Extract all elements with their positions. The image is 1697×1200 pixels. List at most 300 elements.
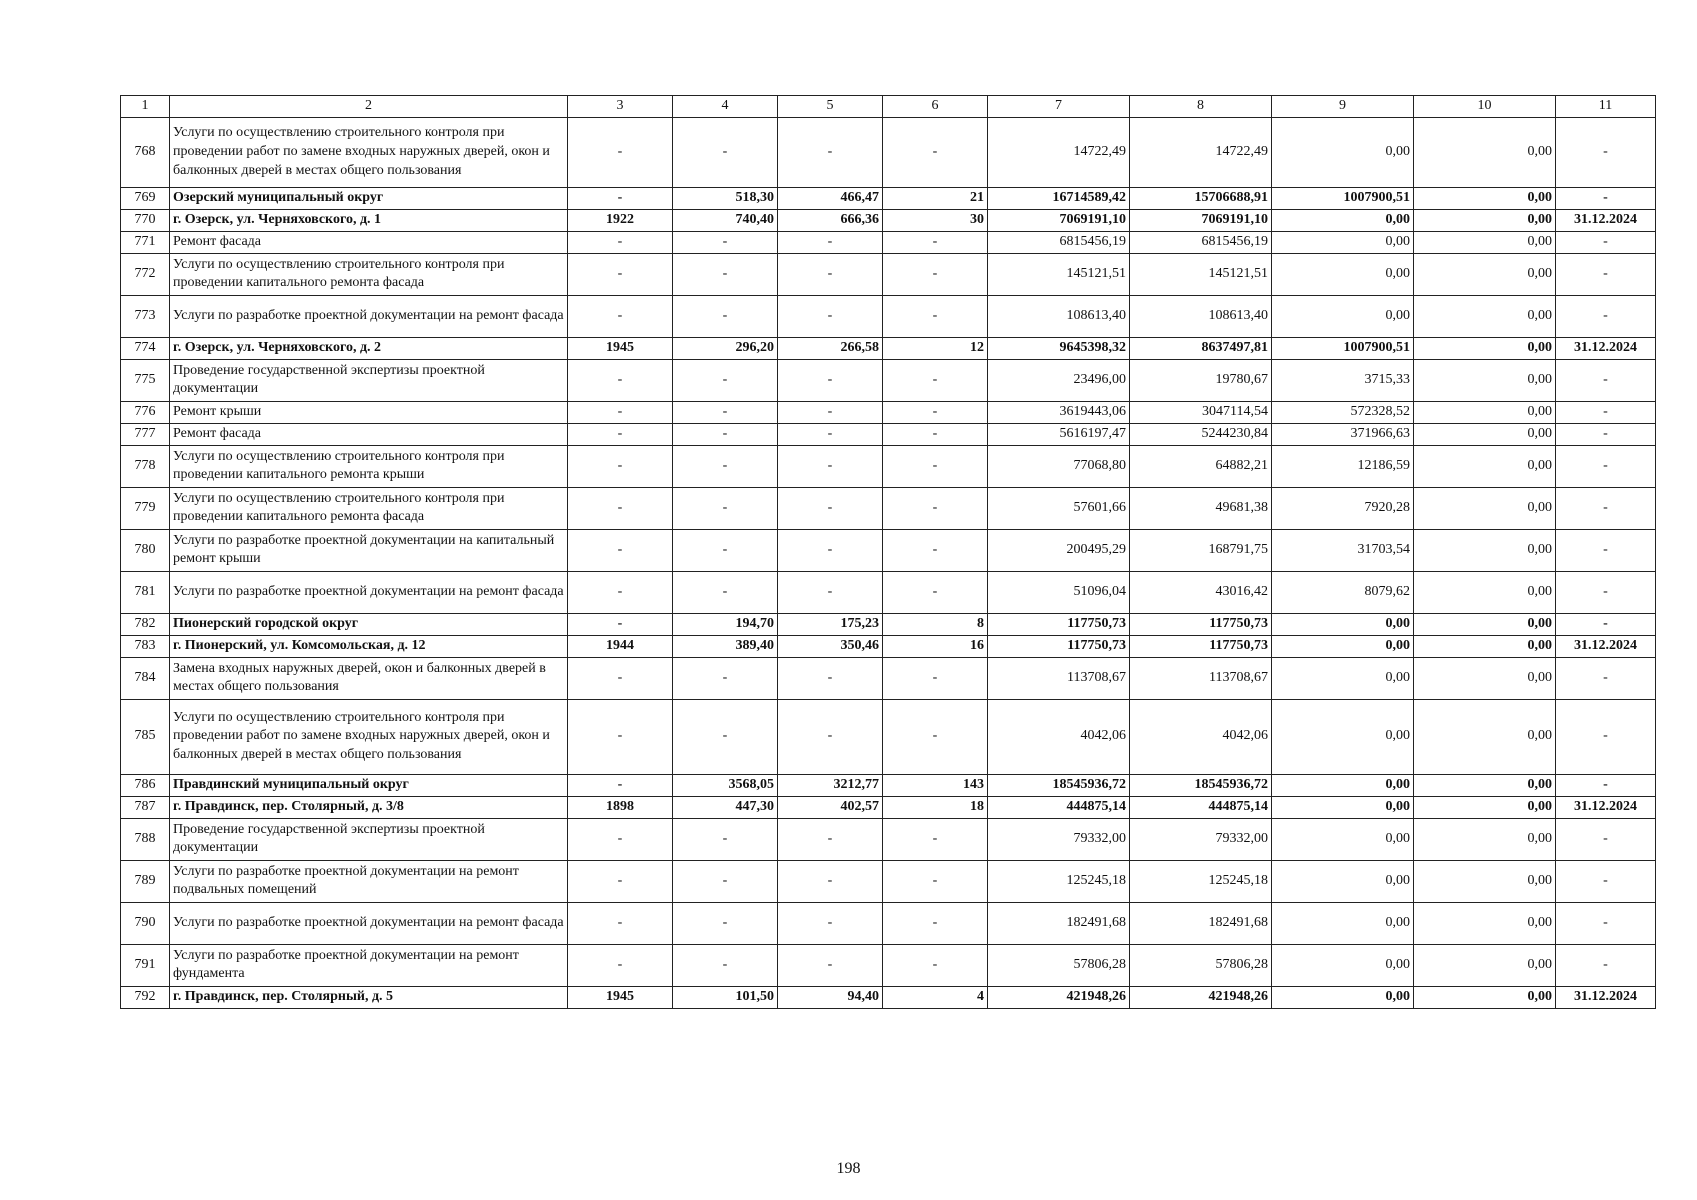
residents-cell: -: [883, 253, 988, 295]
cost-owners-cell: 1007900,51: [1272, 187, 1414, 209]
column-number-header-row: [121, 96, 1656, 118]
total-cost-cell: 9645398,32: [988, 337, 1130, 359]
area-cell: 296,20: [673, 337, 778, 359]
cost-fund-cell: 168791,75: [1130, 529, 1272, 571]
area-cell: -: [673, 657, 778, 699]
cost-owners-cell: 8079,62: [1272, 571, 1414, 613]
table-row: [121, 944, 1656, 986]
cost-fund-cell: 182491,68: [1130, 902, 1272, 944]
total-cost-cell: 18545936,72: [988, 774, 1130, 796]
total-cost-cell: 77068,80: [988, 445, 1130, 487]
cost-fund-cell: 79332,00: [1130, 818, 1272, 860]
residents-cell: -: [883, 860, 988, 902]
residents-cell: -: [883, 359, 988, 401]
table-row: [121, 529, 1656, 571]
cost-owners-cell: 0,00: [1272, 253, 1414, 295]
cost-other-cell: 0,00: [1414, 231, 1556, 253]
deadline-cell: 31.12.2024: [1556, 635, 1656, 657]
cost-other-cell: 0,00: [1414, 796, 1556, 818]
row-number-cell: 770: [121, 209, 170, 231]
row-number-cell: 774: [121, 337, 170, 359]
cost-fund-cell: 145121,51: [1130, 253, 1272, 295]
register-table: [120, 95, 1656, 1009]
row-number-cell: 792: [121, 986, 170, 1008]
deadline-cell: 31.12.2024: [1556, 796, 1656, 818]
column-header: 11: [1556, 96, 1656, 118]
work-name-cell: Услуги по разработке проектной документации на ремонт фасада: [170, 571, 568, 613]
living-area-cell: -: [778, 860, 883, 902]
area-cell: -: [673, 944, 778, 986]
total-cost-cell: 200495,29: [988, 529, 1130, 571]
living-area-cell: -: [778, 818, 883, 860]
cost-fund-cell: 49681,38: [1130, 487, 1272, 529]
cost-other-cell: 0,00: [1414, 295, 1556, 337]
work-name-cell: Услуги по разработке проектной документации на ремонт фундамента: [170, 944, 568, 986]
living-area-cell: -: [778, 423, 883, 445]
cost-owners-cell: 0,00: [1272, 635, 1414, 657]
area-cell: -: [673, 571, 778, 613]
cost-fund-cell: 57806,28: [1130, 944, 1272, 986]
year-cell: -: [568, 944, 673, 986]
residents-cell: -: [883, 445, 988, 487]
year-cell: -: [568, 529, 673, 571]
total-cost-cell: 4042,06: [988, 699, 1130, 774]
residents-cell: 21: [883, 187, 988, 209]
work-name-cell: г. Правдинск, пер. Столярный, д. 3/8: [170, 796, 568, 818]
cost-other-cell: 0,00: [1414, 944, 1556, 986]
area-cell: 3568,05: [673, 774, 778, 796]
column-header: 1: [121, 96, 170, 118]
area-cell: 740,40: [673, 209, 778, 231]
living-area-cell: -: [778, 117, 883, 187]
area-cell: 101,50: [673, 986, 778, 1008]
table-row: [121, 796, 1656, 818]
work-name-cell: Ремонт крыши: [170, 401, 568, 423]
area-cell: -: [673, 401, 778, 423]
living-area-cell: -: [778, 902, 883, 944]
deadline-cell: -: [1556, 818, 1656, 860]
total-cost-cell: 23496,00: [988, 359, 1130, 401]
year-cell: -: [568, 231, 673, 253]
work-name-cell: Услуги по осуществлению строительного контроля при проведении работ по замене входных наружных дверей, окон и балконных дверей в местах общего пользования: [170, 117, 568, 187]
table-row: [121, 117, 1656, 187]
year-cell: -: [568, 571, 673, 613]
residents-cell: 143: [883, 774, 988, 796]
residents-cell: -: [883, 571, 988, 613]
cost-other-cell: 0,00: [1414, 613, 1556, 635]
living-area-cell: -: [778, 295, 883, 337]
row-number-cell: 780: [121, 529, 170, 571]
row-number-cell: 791: [121, 944, 170, 986]
table-row: [121, 699, 1656, 774]
column-header: 3: [568, 96, 673, 118]
cost-fund-cell: 15706688,91: [1130, 187, 1272, 209]
area-cell: -: [673, 487, 778, 529]
total-cost-cell: 5616197,47: [988, 423, 1130, 445]
total-cost-cell: 57601,66: [988, 487, 1130, 529]
table-row: [121, 295, 1656, 337]
table-row: [121, 774, 1656, 796]
living-area-cell: -: [778, 487, 883, 529]
table-row: [121, 423, 1656, 445]
total-cost-cell: 125245,18: [988, 860, 1130, 902]
cost-fund-cell: 3047114,54: [1130, 401, 1272, 423]
row-number-cell: 775: [121, 359, 170, 401]
area-cell: -: [673, 860, 778, 902]
table-row: [121, 635, 1656, 657]
cost-owners-cell: 0,00: [1272, 774, 1414, 796]
table-row: [121, 359, 1656, 401]
deadline-cell: -: [1556, 423, 1656, 445]
cost-other-cell: 0,00: [1414, 699, 1556, 774]
area-cell: -: [673, 359, 778, 401]
deadline-cell: -: [1556, 699, 1656, 774]
cost-other-cell: 0,00: [1414, 774, 1556, 796]
row-number-cell: 782: [121, 613, 170, 635]
cost-owners-cell: 371966,63: [1272, 423, 1414, 445]
deadline-cell: -: [1556, 359, 1656, 401]
year-cell: -: [568, 657, 673, 699]
row-number-cell: 779: [121, 487, 170, 529]
area-cell: -: [673, 529, 778, 571]
row-number-cell: 778: [121, 445, 170, 487]
cost-fund-cell: 125245,18: [1130, 860, 1272, 902]
page-number: 198: [836, 1160, 861, 1177]
living-area-cell: -: [778, 944, 883, 986]
cost-other-cell: 0,00: [1414, 423, 1556, 445]
year-cell: 1945: [568, 337, 673, 359]
area-cell: 518,30: [673, 187, 778, 209]
cost-other-cell: 0,00: [1414, 359, 1556, 401]
cost-other-cell: 0,00: [1414, 209, 1556, 231]
deadline-cell: -: [1556, 902, 1656, 944]
area-cell: 447,30: [673, 796, 778, 818]
living-area-cell: 666,36: [778, 209, 883, 231]
living-area-cell: -: [778, 699, 883, 774]
deadline-cell: 31.12.2024: [1556, 337, 1656, 359]
table-row: [121, 818, 1656, 860]
column-header: 5: [778, 96, 883, 118]
residents-cell: 30: [883, 209, 988, 231]
table-row: [121, 445, 1656, 487]
column-header: 9: [1272, 96, 1414, 118]
total-cost-cell: 113708,67: [988, 657, 1130, 699]
table-row: [121, 337, 1656, 359]
total-cost-cell: 6815456,19: [988, 231, 1130, 253]
work-name-cell: г. Озерск, ул. Черняховского, д. 2: [170, 337, 568, 359]
year-cell: 1944: [568, 635, 673, 657]
total-cost-cell: 421948,26: [988, 986, 1130, 1008]
work-name-cell: Ремонт фасада: [170, 231, 568, 253]
living-area-cell: 94,40: [778, 986, 883, 1008]
total-cost-cell: 16714589,42: [988, 187, 1130, 209]
table-body: [121, 117, 1656, 1008]
row-number-cell: 784: [121, 657, 170, 699]
table-row: [121, 187, 1656, 209]
work-name-cell: Услуги по разработке проектной документации на ремонт фасада: [170, 295, 568, 337]
cost-owners-cell: 0,00: [1272, 613, 1414, 635]
table-row: [121, 571, 1656, 613]
table-row: [121, 657, 1656, 699]
living-area-cell: -: [778, 571, 883, 613]
cost-other-cell: 0,00: [1414, 337, 1556, 359]
deadline-cell: -: [1556, 231, 1656, 253]
total-cost-cell: 117750,73: [988, 635, 1130, 657]
residents-cell: -: [883, 487, 988, 529]
cost-other-cell: 0,00: [1414, 445, 1556, 487]
residents-cell: -: [883, 117, 988, 187]
work-name-cell: г. Правдинск, пер. Столярный, д. 5: [170, 986, 568, 1008]
residents-cell: -: [883, 295, 988, 337]
year-cell: -: [568, 253, 673, 295]
cost-other-cell: 0,00: [1414, 529, 1556, 571]
year-cell: -: [568, 613, 673, 635]
area-cell: -: [673, 699, 778, 774]
table-row: [121, 209, 1656, 231]
cost-owners-cell: 0,00: [1272, 209, 1414, 231]
deadline-cell: -: [1556, 117, 1656, 187]
table-row: [121, 902, 1656, 944]
total-cost-cell: 57806,28: [988, 944, 1130, 986]
cost-fund-cell: 5244230,84: [1130, 423, 1272, 445]
total-cost-cell: 145121,51: [988, 253, 1130, 295]
cost-other-cell: 0,00: [1414, 818, 1556, 860]
row-number-cell: 781: [121, 571, 170, 613]
year-cell: -: [568, 423, 673, 445]
row-number-cell: 786: [121, 774, 170, 796]
area-cell: -: [673, 445, 778, 487]
table-row: [121, 860, 1656, 902]
work-name-cell: г. Пионерский, ул. Комсомольская, д. 12: [170, 635, 568, 657]
year-cell: -: [568, 699, 673, 774]
area-cell: -: [673, 902, 778, 944]
cost-owners-cell: 0,00: [1272, 699, 1414, 774]
deadline-cell: -: [1556, 657, 1656, 699]
work-name-cell: Правдинский муниципальный округ: [170, 774, 568, 796]
total-cost-cell: 79332,00: [988, 818, 1130, 860]
row-number-cell: 783: [121, 635, 170, 657]
total-cost-cell: 108613,40: [988, 295, 1130, 337]
living-area-cell: 266,58: [778, 337, 883, 359]
column-header: 7: [988, 96, 1130, 118]
cost-other-cell: 0,00: [1414, 401, 1556, 423]
residents-cell: -: [883, 902, 988, 944]
year-cell: 1922: [568, 209, 673, 231]
column-header: 6: [883, 96, 988, 118]
cost-owners-cell: 0,00: [1272, 657, 1414, 699]
deadline-cell: -: [1556, 187, 1656, 209]
residents-cell: 8: [883, 613, 988, 635]
work-name-cell: Замена входных наружных дверей, окон и балконных дверей в местах общего пользования: [170, 657, 568, 699]
residents-cell: -: [883, 423, 988, 445]
total-cost-cell: 117750,73: [988, 613, 1130, 635]
work-name-cell: Проведение государственной экспертизы проектной документации: [170, 359, 568, 401]
area-cell: -: [673, 253, 778, 295]
living-area-cell: 466,47: [778, 187, 883, 209]
living-area-cell: -: [778, 529, 883, 571]
row-number-cell: 789: [121, 860, 170, 902]
year-cell: -: [568, 295, 673, 337]
cost-other-cell: 0,00: [1414, 902, 1556, 944]
year-cell: -: [568, 487, 673, 529]
column-header: 8: [1130, 96, 1272, 118]
year-cell: -: [568, 818, 673, 860]
residents-cell: 12: [883, 337, 988, 359]
table-row: [121, 613, 1656, 635]
total-cost-cell: 3619443,06: [988, 401, 1130, 423]
residents-cell: -: [883, 529, 988, 571]
cost-fund-cell: 64882,21: [1130, 445, 1272, 487]
area-cell: -: [673, 295, 778, 337]
table-row: [121, 253, 1656, 295]
residents-cell: -: [883, 231, 988, 253]
living-area-cell: -: [778, 657, 883, 699]
living-area-cell: -: [778, 253, 883, 295]
cost-fund-cell: 8637497,81: [1130, 337, 1272, 359]
cost-fund-cell: 108613,40: [1130, 295, 1272, 337]
deadline-cell: -: [1556, 944, 1656, 986]
column-header: 4: [673, 96, 778, 118]
work-name-cell: Пионерский городской округ: [170, 613, 568, 635]
work-name-cell: Ремонт фасада: [170, 423, 568, 445]
cost-other-cell: 0,00: [1414, 657, 1556, 699]
table-row: [121, 231, 1656, 253]
cost-owners-cell: 3715,33: [1272, 359, 1414, 401]
work-name-cell: г. Озерск, ул. Черняховского, д. 1: [170, 209, 568, 231]
cost-owners-cell: 572328,52: [1272, 401, 1414, 423]
column-header: 2: [170, 96, 568, 118]
cost-owners-cell: 0,00: [1272, 944, 1414, 986]
row-number-cell: 771: [121, 231, 170, 253]
row-number-cell: 777: [121, 423, 170, 445]
area-cell: -: [673, 231, 778, 253]
area-cell: -: [673, 818, 778, 860]
cost-fund-cell: 113708,67: [1130, 657, 1272, 699]
cost-owners-cell: 0,00: [1272, 986, 1414, 1008]
residents-cell: -: [883, 699, 988, 774]
area-cell: 194,70: [673, 613, 778, 635]
year-cell: -: [568, 774, 673, 796]
area-cell: -: [673, 423, 778, 445]
residents-cell: -: [883, 818, 988, 860]
deadline-cell: -: [1556, 253, 1656, 295]
row-number-cell: 776: [121, 401, 170, 423]
year-cell: -: [568, 860, 673, 902]
residents-cell: 18: [883, 796, 988, 818]
living-area-cell: 175,23: [778, 613, 883, 635]
cost-owners-cell: 0,00: [1272, 902, 1414, 944]
table-row: [121, 986, 1656, 1008]
cost-owners-cell: 0,00: [1272, 295, 1414, 337]
cost-fund-cell: 14722,49: [1130, 117, 1272, 187]
cost-other-cell: 0,00: [1414, 117, 1556, 187]
deadline-cell: -: [1556, 860, 1656, 902]
cost-other-cell: 0,00: [1414, 986, 1556, 1008]
cost-owners-cell: 1007900,51: [1272, 337, 1414, 359]
work-name-cell: Услуги по разработке проектной документации на ремонт подвальных помещений: [170, 860, 568, 902]
year-cell: -: [568, 359, 673, 401]
work-name-cell: Услуги по осуществлению строительного контроля при проведении работ по замене входных наружных дверей, окон и балконных дверей в местах общего пользования: [170, 699, 568, 774]
cost-owners-cell: 0,00: [1272, 796, 1414, 818]
residents-cell: -: [883, 657, 988, 699]
total-cost-cell: 51096,04: [988, 571, 1130, 613]
work-name-cell: Услуги по осуществлению строительного контроля при проведении капитального ремонта фасада: [170, 253, 568, 295]
cost-owners-cell: 0,00: [1272, 818, 1414, 860]
residents-cell: -: [883, 401, 988, 423]
residents-cell: -: [883, 944, 988, 986]
living-area-cell: 402,57: [778, 796, 883, 818]
row-number-cell: 788: [121, 818, 170, 860]
row-number-cell: 773: [121, 295, 170, 337]
cost-fund-cell: 19780,67: [1130, 359, 1272, 401]
deadline-cell: 31.12.2024: [1556, 986, 1656, 1008]
cost-fund-cell: 43016,42: [1130, 571, 1272, 613]
work-name-cell: Проведение государственной экспертизы проектной документации: [170, 818, 568, 860]
cost-owners-cell: 0,00: [1272, 117, 1414, 187]
area-cell: 389,40: [673, 635, 778, 657]
table-row: [121, 487, 1656, 529]
cost-owners-cell: 0,00: [1272, 860, 1414, 902]
year-cell: -: [568, 117, 673, 187]
cost-fund-cell: 444875,14: [1130, 796, 1272, 818]
row-number-cell: 787: [121, 796, 170, 818]
cost-other-cell: 0,00: [1414, 187, 1556, 209]
cost-other-cell: 0,00: [1414, 571, 1556, 613]
deadline-cell: 31.12.2024: [1556, 209, 1656, 231]
row-number-cell: 768: [121, 117, 170, 187]
living-area-cell: -: [778, 359, 883, 401]
column-header: 10: [1414, 96, 1556, 118]
cost-owners-cell: 12186,59: [1272, 445, 1414, 487]
cost-other-cell: 0,00: [1414, 635, 1556, 657]
row-number-cell: 790: [121, 902, 170, 944]
living-area-cell: 3212,77: [778, 774, 883, 796]
work-name-cell: Услуги по осуществлению строительного контроля при проведении капитального ремонта крыши: [170, 445, 568, 487]
cost-fund-cell: 421948,26: [1130, 986, 1272, 1008]
deadline-cell: -: [1556, 445, 1656, 487]
cost-owners-cell: 31703,54: [1272, 529, 1414, 571]
total-cost-cell: 14722,49: [988, 117, 1130, 187]
year-cell: -: [568, 187, 673, 209]
living-area-cell: -: [778, 445, 883, 487]
work-name-cell: Услуги по разработке проектной документации на капитальный ремонт крыши: [170, 529, 568, 571]
deadline-cell: -: [1556, 613, 1656, 635]
cost-owners-cell: 7920,28: [1272, 487, 1414, 529]
deadline-cell: -: [1556, 529, 1656, 571]
year-cell: -: [568, 401, 673, 423]
deadline-cell: -: [1556, 487, 1656, 529]
cost-fund-cell: 117750,73: [1130, 635, 1272, 657]
living-area-cell: -: [778, 231, 883, 253]
cost-other-cell: 0,00: [1414, 253, 1556, 295]
deadline-cell: -: [1556, 774, 1656, 796]
cost-fund-cell: 117750,73: [1130, 613, 1272, 635]
work-name-cell: Озерский муниципальный округ: [170, 187, 568, 209]
cost-other-cell: 0,00: [1414, 487, 1556, 529]
cost-other-cell: 0,00: [1414, 860, 1556, 902]
deadline-cell: -: [1556, 571, 1656, 613]
total-cost-cell: 182491,68: [988, 902, 1130, 944]
work-name-cell: Услуги по осуществлению строительного контроля при проведении капитального ремонта фасада: [170, 487, 568, 529]
total-cost-cell: 444875,14: [988, 796, 1130, 818]
row-number-cell: 785: [121, 699, 170, 774]
work-name-cell: Услуги по разработке проектной документации на ремонт фасада: [170, 902, 568, 944]
row-number-cell: 769: [121, 187, 170, 209]
cost-fund-cell: 7069191,10: [1130, 209, 1272, 231]
year-cell: 1945: [568, 986, 673, 1008]
cost-owners-cell: 0,00: [1272, 231, 1414, 253]
year-cell: -: [568, 902, 673, 944]
